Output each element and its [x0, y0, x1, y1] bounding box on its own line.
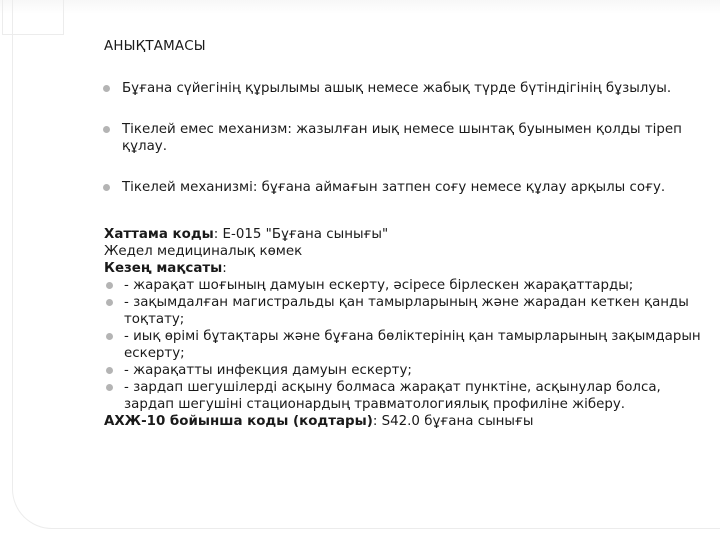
- goal-text: - зардап шегушілерді асқыну болмаса жарақат пунктіне, асқынулар болса, зардап шегушіні стационардың травматологиялық профиліне жіберу.: [124, 380, 661, 412]
- bullet-icon: [106, 299, 113, 306]
- protocol-code-label: Хаттама коды: [104, 227, 214, 242]
- definition-item: [104, 179, 704, 196]
- care-level: Жедел медициналық көмек: [104, 244, 303, 259]
- bullet-icon: [106, 367, 113, 374]
- corner-decoration: [2, 0, 64, 35]
- definition-item: [104, 121, 704, 155]
- bullet-icon: [106, 384, 113, 391]
- protocol-section: [104, 226, 704, 430]
- goals-heading-line: [104, 260, 704, 277]
- goal-item: [104, 277, 704, 294]
- bullet-icon: [106, 282, 113, 289]
- goals-label: Кезең мақсаты: [104, 261, 223, 276]
- bullet-icon: [103, 184, 110, 191]
- protocol-code-value: : Е-015 "Бұғана сынығы": [213, 227, 389, 242]
- definition-text: Тікелей емес механизм: жазылған иық немесе шынтақ буынымен қолды тіреп құлау.: [122, 122, 682, 154]
- bullet-icon: [103, 126, 110, 133]
- slide-content: [104, 38, 704, 430]
- bullet-icon: [106, 333, 113, 340]
- protocol-code-line: [104, 226, 704, 243]
- goal-item: [104, 294, 704, 328]
- definition-item: [104, 80, 704, 97]
- goal-text: - зақымдалған магистральды қан тамырларының және жарадан кеткен қанды тоқтату;: [124, 295, 689, 327]
- goal-item: [104, 379, 704, 413]
- definition-text: Тікелей механизмі: бұғана аймағын затпен соғу немесе құлау арқылы соғу.: [122, 180, 666, 195]
- bullet-icon: [103, 85, 110, 92]
- icd-code-value: : S42.0 бұғана сынығы: [372, 414, 534, 429]
- icd-code-label: АХЖ-10 бойынша коды (кодтары): [104, 414, 373, 429]
- goal-item: [104, 362, 704, 379]
- definition-list: [104, 80, 704, 196]
- definition-text: Бұғана сүйегінің құрылымы ашық немесе жабық түрде бүтіндігінің бұзылуы.: [122, 81, 672, 96]
- goals-colon: :: [222, 261, 227, 276]
- icd-code-line: [104, 413, 704, 430]
- goals-list: [104, 277, 704, 413]
- goal-text: - жарақатты инфекция дамуын ескерту;: [124, 363, 412, 378]
- goal-text: - жарақат шоғының дамуын ескерту, әсіресе бірлескен жарақаттарды;: [124, 278, 634, 293]
- goal-item: [104, 328, 704, 362]
- goal-text: - иық өрімі бұтақтары және бұғана бөліктерінің қан тамырларының зақымдарын ескерту;: [124, 329, 701, 361]
- slide-heading: АНЫҚТАМАСЫ: [104, 39, 206, 54]
